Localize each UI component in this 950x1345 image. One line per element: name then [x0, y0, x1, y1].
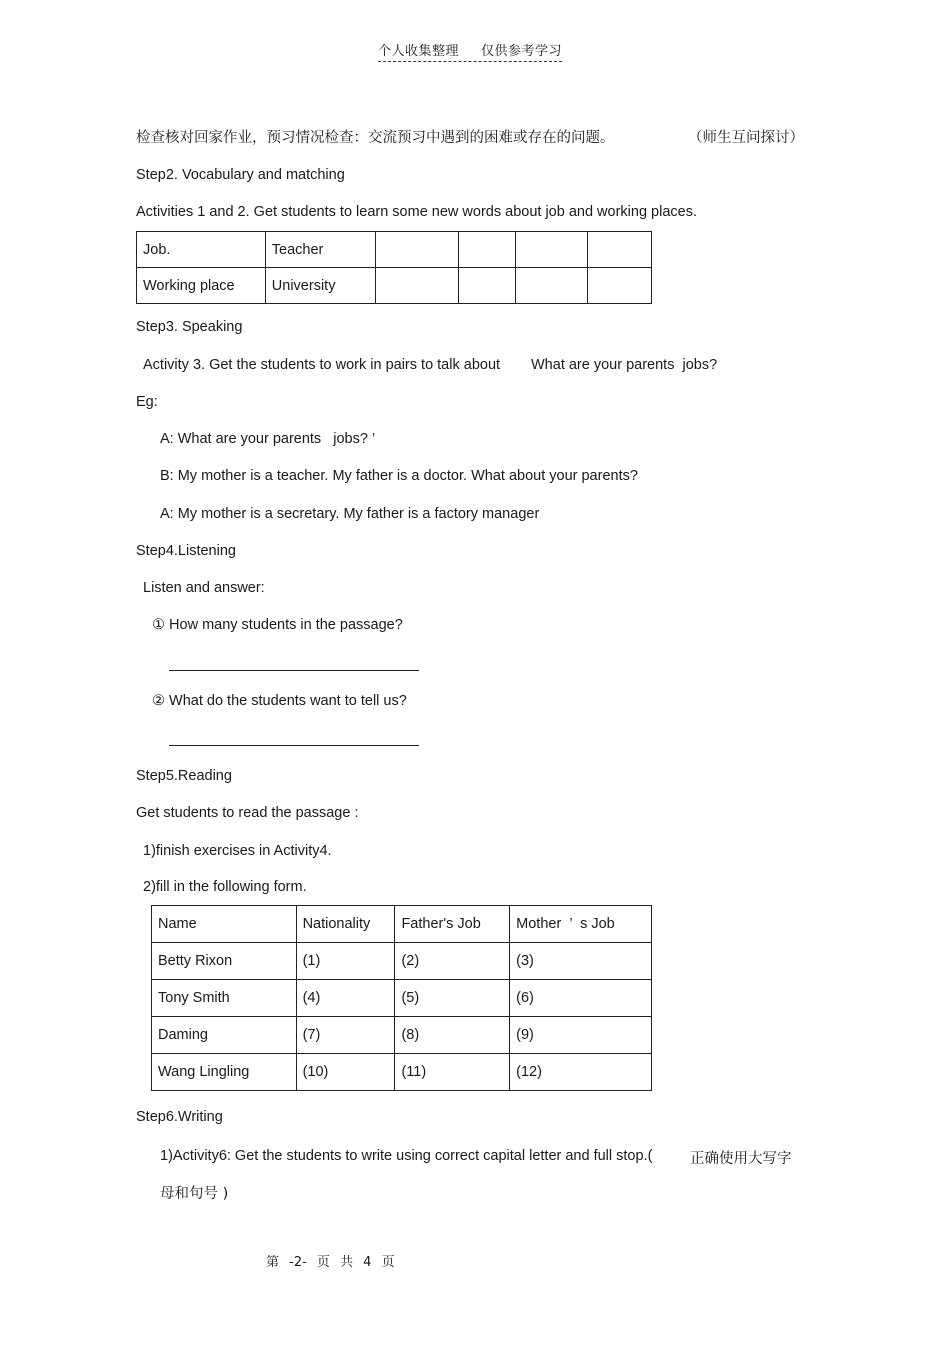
table-cell: Job. — [137, 232, 266, 268]
step6-line-2: 母和句号 ) — [160, 1186, 229, 1202]
step2-activity: Activities 1 and 2. Get students to learn some new words about job and working places. — [136, 204, 697, 220]
header-cell: Nationality — [296, 906, 395, 943]
step3-title: Step3. Speaking — [136, 319, 243, 335]
table-cell — [375, 232, 459, 268]
table-row — [137, 232, 652, 268]
table-cell: (9) — [510, 1017, 652, 1054]
table-row — [152, 1017, 652, 1054]
table-cell: (6) — [510, 980, 652, 1017]
step6-title: Step6.Writing — [136, 1109, 223, 1125]
step2-title: Step2. Vocabulary and matching — [136, 167, 345, 183]
table-cell: (10) — [296, 1054, 395, 1091]
step3-activity: Activity 3. Get the students to work in pairs to talk about — [143, 357, 501, 373]
step6-line-1-cn: 正确使用大写字 — [690, 1151, 792, 1167]
vocabulary-table — [136, 231, 652, 304]
table-cell: Betty Rixon — [152, 943, 297, 980]
table-cell: (8) — [395, 1017, 510, 1054]
table-header-row — [152, 906, 652, 943]
page-footer: 第 -2- 页 共 4 页 — [266, 1255, 395, 1270]
dialog-line: A: My mother is a secretary. My father is a factory manager — [160, 506, 540, 522]
table-row — [152, 980, 652, 1017]
header-cell: Father's Job — [395, 906, 510, 943]
table-row — [137, 268, 652, 304]
step3-question: What are your parents jobs? — [531, 357, 718, 373]
table-cell: Working place — [137, 268, 266, 304]
step4-title: Step4.Listening — [136, 543, 236, 559]
table-cell: Wang Lingling — [152, 1054, 297, 1091]
table-cell — [588, 268, 652, 304]
table-cell — [375, 268, 459, 304]
eg-label: Eg: — [136, 394, 158, 410]
table-cell: (4) — [296, 980, 395, 1017]
table-cell: (1) — [296, 943, 395, 980]
table-cell: (2) — [395, 943, 510, 980]
table-cell: University — [265, 268, 375, 304]
table-row — [152, 943, 652, 980]
dialog-line: A: What are your parents jobs? ’ — [160, 431, 376, 447]
step6-line-1: 1)Activity6: Get the students to write using correct capital letter and full stop.( — [160, 1148, 653, 1164]
dialog-line: B: My mother is a teacher. My father is a doctor. What about your parents? — [160, 468, 638, 484]
header-cell: Name — [152, 906, 297, 943]
step5-intro: Get students to read the passage : — [136, 805, 359, 821]
header-cell: Mother ’ s Job — [510, 906, 652, 943]
step5-item-1: 1)finish exercises in Activity4. — [143, 843, 332, 859]
table-cell — [588, 232, 652, 268]
table-cell: Daming — [152, 1017, 297, 1054]
table-cell — [516, 232, 588, 268]
table-cell: (7) — [296, 1017, 395, 1054]
question-2: ② What do the students want to tell us? — [152, 693, 407, 709]
header-right: 仅供参考学习 — [481, 44, 563, 59]
table-cell: Tony Smith — [152, 980, 297, 1017]
table-cell: (12) — [510, 1054, 652, 1091]
page-header — [378, 40, 562, 62]
answer-blank-2 — [169, 745, 419, 746]
check-line-note: （师生互问探讨） — [688, 130, 804, 146]
table-cell: (11) — [395, 1054, 510, 1091]
reading-form-table — [151, 905, 652, 1091]
table-cell — [516, 268, 588, 304]
question-1: ① How many students in the passage? — [152, 617, 403, 633]
table-cell — [459, 268, 516, 304]
header-left: 个人收集整理 — [378, 44, 460, 59]
table-cell: (5) — [395, 980, 510, 1017]
step4-intro: Listen and answer: — [143, 580, 265, 596]
table-cell: (3) — [510, 943, 652, 980]
table-cell: Teacher — [265, 232, 375, 268]
answer-blank-1 — [169, 670, 419, 671]
step5-item-2: 2)fill in the following form. — [143, 879, 307, 895]
step5-title: Step5.Reading — [136, 768, 232, 784]
table-cell — [459, 232, 516, 268]
check-line: 检查核对回家作业，预习情况检查：交流预习中遇到的困难或存在的问题。 — [136, 130, 615, 146]
table-row — [152, 1054, 652, 1091]
